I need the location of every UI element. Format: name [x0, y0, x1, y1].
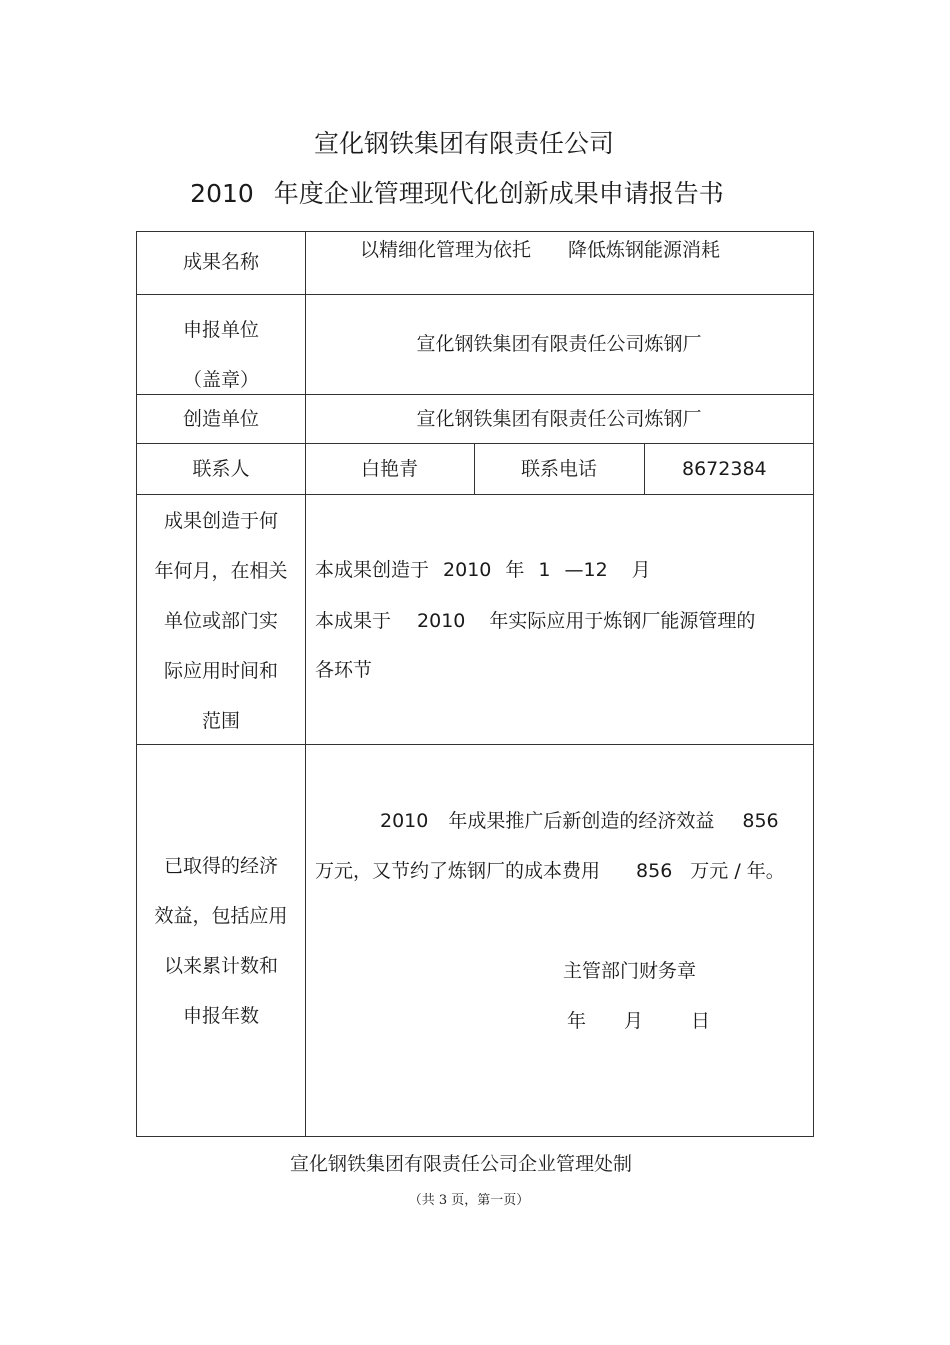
creation-time-line2	[315, 608, 755, 634]
creation-time-label-line: 成果创造于何	[163, 510, 278, 532]
creation-start-month: 1	[538, 559, 551, 581]
page-info: （共 3 页，第一页）	[408, 1193, 530, 1208]
reporting-unit-label-line1: 申报单位	[182, 319, 259, 341]
column-divider	[305, 232, 306, 1136]
cost-savings-amount: 856	[636, 860, 673, 882]
date-year: 年	[567, 1010, 587, 1032]
application-scope: 年实际应用于炼钢厂能源管理的	[489, 610, 756, 632]
issuer-footer: 宣化钢铁集团有限责任公司企业管理处制	[289, 1153, 632, 1175]
application-year: 2010	[417, 610, 466, 632]
reporting-unit-label-line2: （盖章）	[182, 369, 259, 391]
creating-unit-label: 创造单位	[182, 408, 259, 430]
benefits-line1	[380, 808, 779, 834]
achievement-name-part2: 降低炼钢能源消耗	[568, 239, 721, 261]
row-divider	[137, 443, 813, 444]
company-title: 宣化钢铁集团有限责任公司	[313, 129, 614, 158]
achievement-name-part1: 以精细化管理为依托	[360, 239, 532, 261]
column-divider	[644, 443, 645, 494]
report-title	[0, 176, 914, 212]
cost-savings-unit: 万元 / 年。	[690, 860, 785, 882]
benefits-year: 2010	[380, 810, 429, 832]
report-year: 2010	[190, 179, 254, 208]
reporting-unit-label	[137, 305, 305, 405]
creation-end-month: —12	[564, 559, 608, 581]
report-title-text: 年度企业管理现代化创新成果申请报告书	[273, 179, 724, 208]
creation-time-prefix: 本成果创造于	[315, 559, 430, 581]
application-form	[136, 231, 814, 1137]
benefits-label-line: 以来累计数和	[163, 955, 278, 977]
creation-time-line3: 各环节	[315, 659, 373, 681]
row-divider	[137, 294, 813, 295]
date-day: 日	[691, 1010, 711, 1032]
benefits-label-line: 已取得的经济	[163, 855, 278, 877]
creation-time-label-line: 际应用时间和	[163, 660, 278, 682]
row-divider	[137, 494, 813, 495]
date-month: 月	[624, 1010, 644, 1032]
benefits-label	[137, 841, 305, 1041]
creating-unit-value: 宣化钢铁集团有限责任公司炼钢厂	[416, 408, 702, 430]
achievement-name-label: 成果名称	[182, 251, 259, 273]
benefits-label-line: 效益，包括应用	[154, 905, 288, 927]
finance-stamp-label: 主管部门财务章	[563, 960, 697, 982]
creation-month: 月	[631, 559, 651, 581]
reporting-unit-value: 宣化钢铁集团有限责任公司炼钢厂	[416, 333, 702, 355]
creation-year: 2010	[443, 559, 492, 581]
application-prefix: 本成果于	[315, 610, 392, 632]
benefits-text: 年成果推广后新创造的经济效益	[448, 810, 715, 832]
creation-time-label-line: 年何月，在相关	[154, 560, 288, 582]
creation-time-label-line: 范围	[201, 710, 240, 732]
benefits-amount: 856	[742, 810, 779, 832]
creation-time-line1	[315, 557, 651, 583]
contact-name: 白艳青	[360, 458, 418, 480]
creation-time-label-line: 单位或部门实	[163, 610, 278, 632]
achievement-name-value	[360, 237, 720, 263]
cost-savings-text: 万元，又节约了炼钢厂的成本费用	[315, 860, 601, 882]
contact-phone-label: 联系电话	[520, 458, 597, 480]
stamp-date	[567, 1008, 710, 1034]
contact-label: 联系人	[192, 458, 250, 480]
creation-time-label	[137, 496, 305, 746]
contact-phone: 8672384	[682, 458, 767, 480]
benefits-line2	[315, 858, 785, 884]
creation-nian: 年	[505, 559, 525, 581]
benefits-label-line: 申报年数	[182, 1005, 259, 1027]
